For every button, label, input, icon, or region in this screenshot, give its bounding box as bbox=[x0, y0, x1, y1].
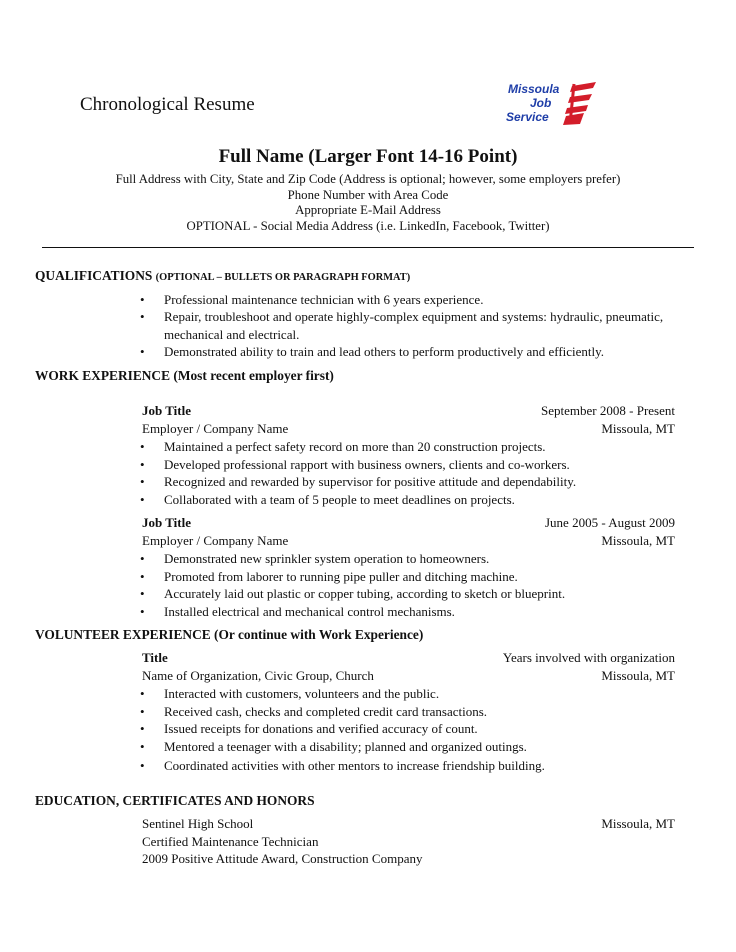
award-line: 2009 Positive Attitude Award, Construction Company bbox=[142, 851, 423, 866]
list-item: • Interacted with customers, volunteers and the public. bbox=[140, 686, 440, 701]
certificate-line: Certified Maintenance Technician bbox=[142, 834, 319, 849]
list-item: • Demonstrated new sprinkler system operation to homeowners. bbox=[140, 551, 490, 566]
section-heading-work: WORK EXPERIENCE (Most recent employer first) bbox=[35, 368, 334, 383]
section-heading-qualifications bbox=[35, 268, 410, 284]
list-item: • Promoted from laborer to running pipe puller and ditching machine. bbox=[140, 569, 518, 584]
list-item: • Recognized and rewarded by supervisor for positive attitude and dependability. bbox=[140, 474, 577, 489]
job-dates: June 2005 - August 2009 bbox=[545, 515, 675, 530]
logo-line-2: Job bbox=[530, 96, 552, 110]
list-item: • Installed electrical and mechanical control mechanisms. bbox=[140, 604, 455, 619]
logo-line-1: Missoula bbox=[508, 82, 560, 96]
divider bbox=[42, 247, 694, 248]
logo-line-3: Service bbox=[506, 110, 549, 124]
volunteer-title: Title bbox=[142, 650, 168, 665]
missoula-job-service-logo bbox=[500, 78, 600, 128]
full-name: Full Name (Larger Font 14-16 Point) bbox=[218, 146, 518, 167]
phone-line: Phone Number with Area Code bbox=[287, 188, 449, 202]
address-line: Full Address with City, State and Zip Code (Address is optional; however, some employers prefer) bbox=[115, 172, 621, 186]
employer-name: Employer / Company Name bbox=[142, 421, 289, 436]
volunteer-dates: Years involved with organization bbox=[502, 650, 675, 665]
list-item: • Professional maintenance technician with 6 years experience. bbox=[140, 292, 484, 307]
volunteer-location: Missoula, MT bbox=[601, 668, 675, 683]
job-dates: September 2008 - Present bbox=[541, 403, 675, 418]
job-location: Missoula, MT bbox=[601, 421, 675, 436]
qualifications-subheading: (OPTIONAL – BULLETS OR PARAGRAPH FORMAT) bbox=[155, 272, 411, 283]
organization-name: Name of Organization, Civic Group, Church bbox=[142, 668, 374, 683]
list-item: • Mentored a teenager with a disability; planned and organized outings. bbox=[140, 739, 527, 754]
employer-name: Employer / Company Name bbox=[142, 533, 289, 548]
section-heading-volunteer: VOLUNTEER EXPERIENCE (Or continue with Work Experience) bbox=[35, 627, 424, 642]
list-item: • Repair, troubleshoot and operate highly-complex equipment and systems: hydraulic, pneumatic, mechanical and electrical. bbox=[140, 309, 664, 342]
social-line: OPTIONAL - Social Media Address (i.e. LinkedIn, Facebook, Twitter) bbox=[186, 219, 550, 233]
list-item: • Issued receipts for donations and verified accuracy of count. bbox=[140, 721, 478, 736]
job-location: Missoula, MT bbox=[601, 533, 675, 548]
list-item: • Developed professional rapport with business owners, clients and co-workers. bbox=[140, 457, 570, 472]
document-title: Chronological Resume bbox=[80, 94, 255, 115]
school-location: Missoula, MT bbox=[601, 816, 675, 831]
list-item: • Maintained a perfect safety record on more than 20 construction projects. bbox=[140, 439, 546, 454]
school-name: Sentinel High School bbox=[142, 816, 254, 831]
list-item: • Collaborated with a team of 5 people to meet deadlines on projects. bbox=[140, 492, 515, 507]
list-item: • Accurately laid out plastic or copper tubing, according to sketch or blueprint. bbox=[140, 586, 566, 601]
job-title: Job Title bbox=[142, 403, 192, 418]
qualifications-heading: QUALIFICATIONS bbox=[35, 268, 153, 283]
list-item: • Coordinated activities with other mentors to increase friendship building. bbox=[140, 758, 545, 773]
job-title: Job Title bbox=[142, 515, 192, 530]
email-line: Appropriate E-Mail Address bbox=[295, 203, 441, 217]
section-heading-education: EDUCATION, CERTIFICATES AND HONORS bbox=[35, 793, 315, 808]
list-item: • Received cash, checks and completed credit card transactions. bbox=[140, 704, 488, 719]
list-item: • Demonstrated ability to train and lead others to perform productively and efficiently. bbox=[140, 344, 605, 359]
